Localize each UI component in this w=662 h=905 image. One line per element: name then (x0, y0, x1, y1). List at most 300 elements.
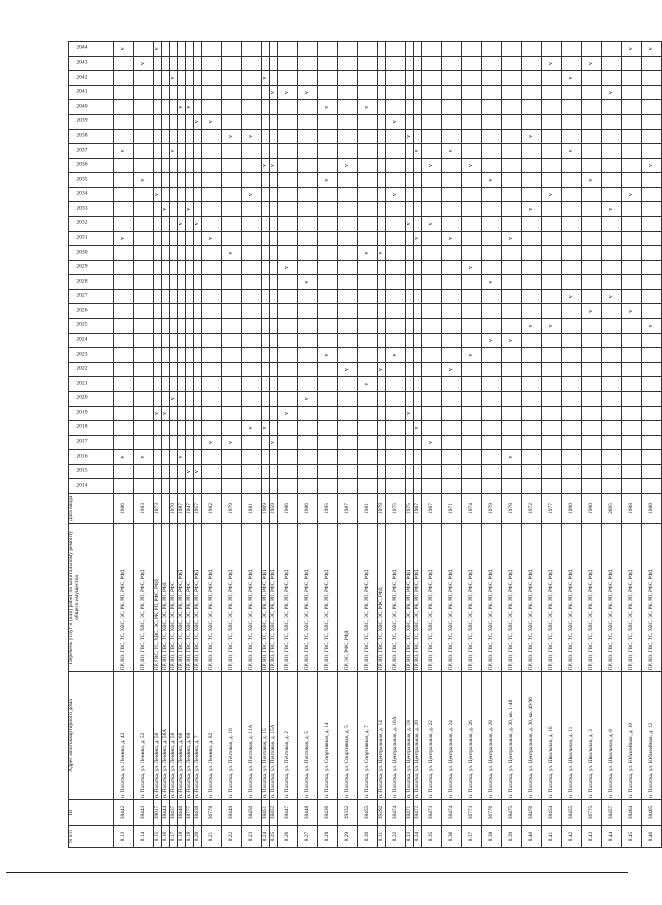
year-cell (270, 333, 278, 348)
year-cell: v (602, 289, 622, 304)
year-cell (562, 217, 582, 232)
header-year-label: 2015 (76, 467, 88, 474)
year-cell (162, 377, 170, 392)
year-cell (406, 246, 414, 261)
table-row (262, 42, 270, 848)
year-cell (154, 114, 162, 129)
year-cell (462, 435, 482, 450)
year-cell (202, 289, 222, 304)
table-row (522, 42, 542, 848)
row-num: 8.21 (202, 826, 222, 848)
year-cell (442, 129, 462, 144)
year-cell: v (522, 202, 542, 217)
year-cell (114, 348, 134, 363)
year-cell (386, 319, 406, 334)
year-cell (178, 435, 186, 450)
year-cell (298, 129, 318, 144)
year-cell (622, 289, 642, 304)
year-cell (462, 479, 482, 494)
year-cell (262, 173, 270, 188)
year-cell (178, 479, 186, 494)
year-cell (262, 377, 270, 392)
row-id: 38450 (242, 800, 262, 826)
row-works: ПР, ВО, ГВС, ТС, ХВС, ЭС, РК, РП, РФС, РФД (202, 524, 222, 672)
year-cell (178, 56, 186, 71)
row-date: 1978 (378, 494, 386, 524)
year-cell (262, 289, 270, 304)
year-cell: v (298, 391, 318, 406)
year-cell (462, 391, 482, 406)
row-works: ПР, ВО, ГВС, ТС, ХВС, ЭС, РК, РП, РФС, РФД (278, 524, 298, 672)
year-cell (642, 435, 662, 450)
year-cell: v (222, 246, 242, 261)
year-cell (178, 362, 186, 377)
year-cell (542, 231, 562, 246)
year-cell (406, 362, 414, 377)
year-cell (222, 56, 242, 71)
year-cell (442, 56, 462, 71)
row-date: 1975 (406, 494, 414, 524)
row-num: 8.45 (622, 826, 642, 848)
year-cell (278, 187, 298, 202)
year-cell (414, 333, 422, 348)
year-cell (602, 450, 622, 465)
year-cell (414, 56, 422, 71)
header-year (69, 71, 114, 86)
year-cell (114, 56, 134, 71)
year-cell: v (338, 362, 358, 377)
year-cell (414, 260, 422, 275)
year-cell: v (414, 231, 422, 246)
year-cell: v (222, 435, 242, 450)
year-cell (318, 202, 338, 217)
year-cell (522, 85, 542, 100)
year-cell (154, 260, 162, 275)
year-cell (522, 158, 542, 173)
year-cell (442, 173, 462, 188)
year-cell (442, 406, 462, 421)
year-cell (502, 319, 522, 334)
year-cell (154, 129, 162, 144)
year-cell (222, 100, 242, 115)
year-cell (262, 333, 270, 348)
year-cell (298, 71, 318, 86)
table-row (338, 42, 358, 848)
row-address: п. Палатка, ул. Ленина, д. 56А (162, 672, 170, 800)
year-cell: v (642, 319, 662, 334)
year-cell (222, 85, 242, 100)
year-cell (242, 319, 262, 334)
year-cell (582, 114, 602, 129)
year-cell (194, 377, 202, 392)
year-cell (442, 187, 462, 202)
year-cell (582, 391, 602, 406)
year-cell (162, 464, 170, 479)
year-cell (358, 114, 378, 129)
row-num: 8.19 (186, 826, 194, 848)
year-cell (202, 144, 222, 159)
year-cell (270, 202, 278, 217)
year-cell (262, 56, 270, 71)
year-cell (194, 319, 202, 334)
year-cell (406, 144, 414, 159)
year-cell (642, 144, 662, 159)
table-row (222, 42, 242, 848)
year-cell (242, 56, 262, 71)
year-cell (406, 275, 414, 290)
year-cell (386, 129, 406, 144)
table-row (298, 42, 318, 848)
year-cell (442, 391, 462, 406)
row-num: 8.13 (114, 826, 134, 848)
year-cell (542, 304, 562, 319)
row-works: ПР, ВО, ГВС, ТС, ХВС, ЭС, РК, РП, РФС, РФД (522, 524, 542, 672)
year-cell: v (202, 114, 222, 129)
year-cell (602, 333, 622, 348)
year-cell (178, 421, 186, 436)
year-cell (562, 377, 582, 392)
year-cell (134, 377, 154, 392)
row-id: 38455 (358, 800, 378, 826)
year-cell (162, 42, 170, 57)
year-cell (502, 406, 522, 421)
year-cell (378, 56, 386, 71)
row-works: ПР, ВО, ГВС, ТС, ХВС, ЭС, РК, РП, РФС, РФД (262, 524, 270, 672)
year-cell (242, 406, 262, 421)
year-cell (482, 129, 502, 144)
year-cell (262, 348, 270, 363)
year-cell (242, 173, 262, 188)
year-cell (422, 71, 442, 86)
year-cell (562, 173, 582, 188)
year-cell (202, 406, 222, 421)
year-cell (298, 158, 318, 173)
row-date: 1981 (242, 494, 262, 524)
year-cell (178, 42, 186, 57)
year-cell (134, 100, 154, 115)
year-cell (462, 377, 482, 392)
year-cell (522, 479, 542, 494)
year-cell (622, 71, 642, 86)
year-cell (522, 100, 542, 115)
year-cell (406, 421, 414, 436)
year-cell (170, 464, 178, 479)
year-cell (522, 231, 542, 246)
year-cell (162, 71, 170, 86)
year-cell (414, 348, 422, 363)
year-cell (622, 158, 642, 173)
row-address: п. Палатка, ул. Ленина, д. 52 (134, 672, 154, 800)
year-cell (462, 202, 482, 217)
year-cell (642, 479, 662, 494)
year-cell (162, 231, 170, 246)
year-cell (386, 421, 406, 436)
year-cell: v (278, 406, 298, 421)
year-cell (318, 231, 338, 246)
row-id: 38464 (622, 800, 642, 826)
year-cell (622, 391, 642, 406)
year-cell (502, 260, 522, 275)
year-cell (502, 100, 522, 115)
year-cell (482, 377, 502, 392)
year-cell (502, 464, 522, 479)
year-cell (194, 450, 202, 465)
header-year-label: 2037 (76, 146, 88, 153)
year-cell (134, 289, 154, 304)
year-cell (522, 260, 542, 275)
year-cell (442, 450, 462, 465)
year-cell (278, 129, 298, 144)
year-cell (270, 217, 278, 232)
year-cell (422, 421, 442, 436)
year-cell (338, 42, 358, 57)
year-cell (178, 173, 186, 188)
header-date: Дата ввода (69, 494, 114, 524)
row-address: п. Палатка, ул. Ленина, д. 58 (170, 672, 178, 800)
year-cell (298, 246, 318, 261)
year-cell (194, 333, 202, 348)
table-body (114, 42, 662, 848)
year-cell (542, 260, 562, 275)
year-cell (358, 391, 378, 406)
row-num: 8.34 (414, 826, 422, 848)
year-cell (298, 304, 318, 319)
year-cell (318, 42, 338, 57)
year-cell (186, 129, 194, 144)
year-cell (522, 435, 542, 450)
header-year-label: 2032 (76, 219, 88, 226)
year-cell (270, 464, 278, 479)
year-cell (422, 348, 442, 363)
year-cell (298, 42, 318, 57)
table-row (462, 42, 482, 848)
year-cell (278, 173, 298, 188)
year-cell (262, 319, 270, 334)
row-works: ПР, ВО, ГВС, ТС, ХВС, ЭС, РК, РП, РФС, РФД (406, 524, 414, 672)
row-id: 38473 (422, 800, 442, 826)
year-cell: v (178, 450, 186, 465)
header-year-label: 2022 (76, 365, 88, 372)
year-cell (642, 450, 662, 465)
header-year-label: 2029 (76, 263, 88, 270)
year-cell (202, 362, 222, 377)
year-cell: v (358, 377, 378, 392)
row-num: 8.35 (422, 826, 442, 848)
row-works: ПР, ВО, ГВС, ТС, ХВС, ЭС, РК, РП, РФС, РФД (562, 524, 582, 672)
year-cell: v (262, 158, 270, 173)
year-cell (114, 275, 134, 290)
row-works: ПР, ВО, ГВС, ТС, ХВС, ЭС, РК, РП, РФС, РФД (422, 524, 442, 672)
year-cell (386, 100, 406, 115)
year-cell (414, 246, 422, 261)
row-id: 39332 (338, 800, 358, 826)
year-cell (194, 275, 202, 290)
year-cell (318, 260, 338, 275)
year-cell (262, 129, 270, 144)
header-year-label: 2035 (76, 176, 88, 183)
year-cell (338, 435, 358, 450)
year-cell (186, 42, 194, 57)
header-year (69, 377, 114, 392)
year-cell (622, 464, 642, 479)
year-cell (222, 144, 242, 159)
year-cell (278, 435, 298, 450)
year-cell (186, 435, 194, 450)
year-cell (114, 435, 134, 450)
year-cell (298, 421, 318, 436)
year-cell: v (114, 42, 134, 57)
header-year (69, 129, 114, 144)
year-cell (602, 187, 622, 202)
year-cell (162, 100, 170, 115)
year-cell (194, 304, 202, 319)
year-cell (178, 319, 186, 334)
row-address: п. Палатка, ул. Центральная, д. 30, кв. 1-48 (502, 672, 522, 800)
year-cell: v (462, 260, 482, 275)
year-cell (278, 304, 298, 319)
header-year-label: 2034 (76, 190, 88, 197)
year-cell (582, 202, 602, 217)
year-cell (502, 173, 522, 188)
year-cell (622, 362, 642, 377)
year-cell (542, 42, 562, 57)
row-works: ПР, ВО, ГВС, ТС, ХВС, ЭС, РК, РП, РФС, РФД (642, 524, 662, 672)
year-cell (502, 391, 522, 406)
year-cell (414, 187, 422, 202)
year-cell (542, 406, 562, 421)
year-cell (318, 114, 338, 129)
year-cell (170, 100, 178, 115)
year-cell (522, 421, 542, 436)
header-year-label: 2033 (76, 205, 88, 212)
year-cell (414, 464, 422, 479)
row-address: п. Палатка, ул. Центральная, д. 22 (422, 672, 442, 800)
year-cell (298, 333, 318, 348)
year-cell (318, 406, 338, 421)
table-row (542, 42, 562, 848)
year-cell (358, 158, 378, 173)
row-works: ПР, ВО, ГВС, ТС, ХВС, ЭС, РК, РП, РФС, РФД (178, 524, 186, 672)
year-cell (602, 319, 622, 334)
year-cell: v (162, 406, 170, 421)
year-cell (378, 435, 386, 450)
year-cell (186, 260, 194, 275)
row-address: п. Палатка, ул. Спортивная, д. 7 (358, 672, 378, 800)
year-cell (338, 377, 358, 392)
year-cell (170, 187, 178, 202)
year-cell (298, 173, 318, 188)
header-year-label: 2018 (76, 423, 88, 430)
row-id: 38471 (406, 800, 414, 826)
year-cell (562, 304, 582, 319)
row-address: п. Палатка, ул. Центральная, д. 20 (414, 672, 422, 800)
year-cell (482, 479, 502, 494)
year-cell (358, 304, 378, 319)
year-cell (542, 362, 562, 377)
year-cell (358, 144, 378, 159)
year-cell (358, 217, 378, 232)
year-cell (462, 362, 482, 377)
row-num: 8.41 (542, 826, 562, 848)
year-cell (406, 450, 414, 465)
year-cell (462, 333, 482, 348)
year-cell (406, 114, 414, 129)
year-cell (154, 450, 162, 465)
header-year-label: 2042 (76, 74, 88, 81)
year-cell (154, 319, 162, 334)
year-cell (542, 275, 562, 290)
year-cell (642, 406, 662, 421)
year-cell (642, 85, 662, 100)
year-cell (358, 406, 378, 421)
header-year-label: 2043 (76, 59, 88, 66)
year-cell (642, 391, 662, 406)
year-cell (134, 406, 154, 421)
row-date: 2005 (602, 494, 622, 524)
year-cell (378, 333, 386, 348)
year-cell (202, 71, 222, 86)
year-cell (642, 304, 662, 319)
row-works: ПР, ВО, ГВС, ТС, ХВС, ЭС, РК, РП, РФС, РФД (462, 524, 482, 672)
year-cell: v (202, 231, 222, 246)
year-cell (414, 158, 422, 173)
year-cell (386, 289, 406, 304)
year-cell (194, 71, 202, 86)
row-num: 8.28 (318, 826, 338, 848)
year-cell (562, 187, 582, 202)
row-num: 8.33 (406, 826, 414, 848)
year-cell (406, 435, 414, 450)
year-cell (134, 304, 154, 319)
year-cell (318, 71, 338, 86)
row-date: 1990 (562, 494, 582, 524)
year-cell (622, 173, 642, 188)
row-address: п. Палатка, ул. Ленина, д. 82 (202, 672, 222, 800)
year-cell (386, 406, 406, 421)
year-cell (582, 362, 602, 377)
year-cell (318, 85, 338, 100)
year-cell (298, 217, 318, 232)
year-cell (242, 42, 262, 57)
year-cell (562, 319, 582, 334)
year-cell (462, 217, 482, 232)
year-cell (502, 42, 522, 57)
year-cell (178, 406, 186, 421)
year-cell (134, 158, 154, 173)
year-cell (386, 144, 406, 159)
year-cell (318, 304, 338, 319)
row-address: п. Палатка, ул. Спортивная, д. 5 (338, 672, 358, 800)
year-cell (154, 202, 162, 217)
year-cell (202, 348, 222, 363)
year-cell (442, 319, 462, 334)
year-cell (162, 333, 170, 348)
year-cell: v (442, 231, 462, 246)
year-cell (358, 85, 378, 100)
row-date: 1986 (114, 494, 134, 524)
year-cell (482, 304, 502, 319)
year-cell: v (502, 450, 522, 465)
year-cell (114, 421, 134, 436)
year-cell (338, 304, 358, 319)
table-row (422, 42, 442, 848)
year-cell: v (170, 71, 178, 86)
year-cell (582, 100, 602, 115)
row-address: п. Палатка, ул. Школьная, д. 3 (582, 672, 602, 800)
year-cell (422, 173, 442, 188)
row-id: 38448 (298, 800, 318, 826)
year-cell (602, 348, 622, 363)
